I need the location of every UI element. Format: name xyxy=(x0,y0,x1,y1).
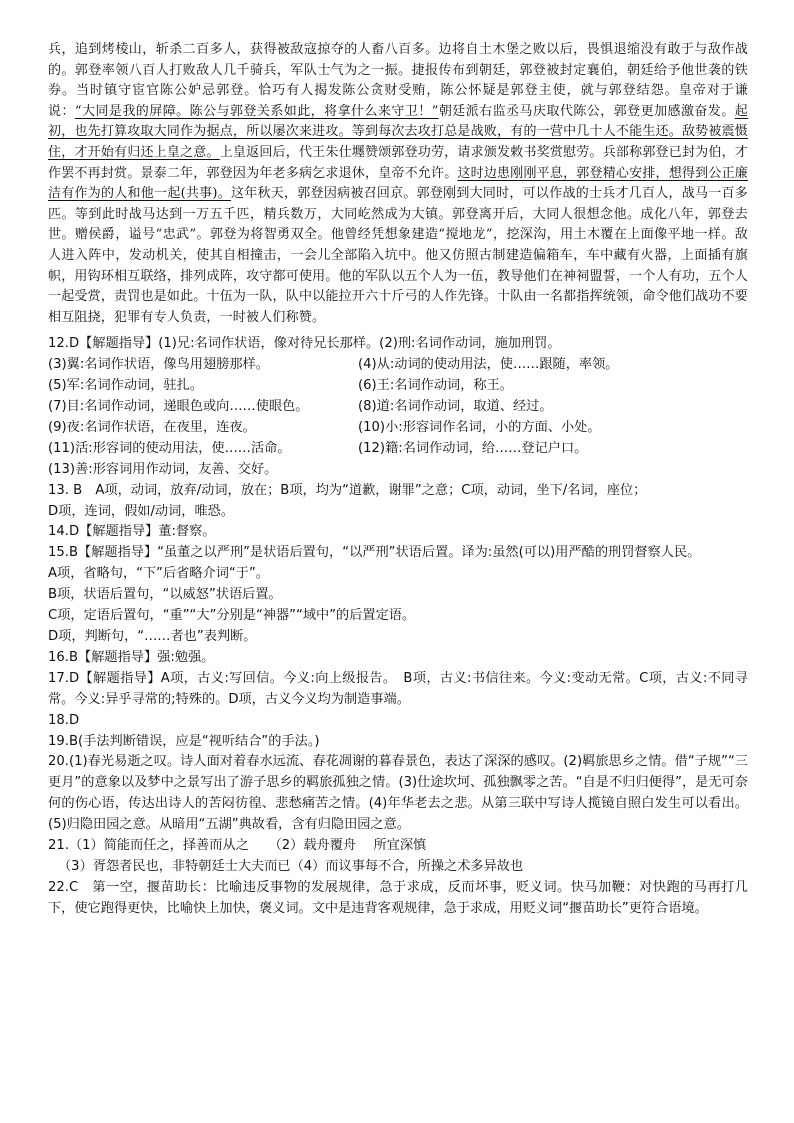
answer-12-item: (3)翼:名词作状语，像鸟用翅膀那样。 xyxy=(48,357,269,373)
answer-12-item: (13)善:形容词用作动词，友善、交好。 xyxy=(48,461,278,477)
translation-passage xyxy=(48,40,748,328)
answer-15-option: C项，定语后置句，“重”“大”分别是“神器”“域中”的后置定语。 xyxy=(48,608,416,624)
passage-paragraph xyxy=(48,40,748,328)
underlined-sentence: 起初，也先打算攻取大同作为据点，所以屡次来进攻。等到每次去攻打总是战败，有的一营中几十人不能生还。敌势被震慑住，才开始有归还上皇之意。 xyxy=(48,103,748,160)
answer-12-item: (9)夜:名词作状语，在夜里，连夜。 xyxy=(48,419,256,435)
answer-13: 13. B A项，动词，放弃/动词，放在；B项，均为“道歉，谢罪”之意；C项，动词，坐下/名词，座位； xyxy=(48,482,647,498)
answer-13-cont: D项，连词，假如/动词，唯恐。 xyxy=(48,503,235,519)
answer-12-item: (8)道:名词作动词，取道、经过。 xyxy=(358,399,553,415)
passage-text: 上皇返回后，代王朱仕壥赞颂郭登功劳，请求颁发敕书奖赏慰劳。兵部称郭登已封为伯，才作罢不再封赏。景泰二年，郭登因为年老多病乞求退休，皇帝不允许。 xyxy=(48,144,748,181)
answer-18: 18.D xyxy=(48,712,80,728)
answer-20: 20.(1)春光易逝之叹。诗人面对着春水远流、春花凋谢的暮春景色，表达了深深的感叹。(2)羁旅思乡之情。借“子规”“三更月”的意象以及梦中之景写出了游子思乡的羁旅孤独之情。(3)仕途坎坷、孤独飘零之苦。“自是不归归便得”，是无可奈何的伤心语，传达出诗人的苦闷彷徨、悲愁痛苦之情。(4)年华老去之悲。从第三联中写诗人揽镜自照白发生可以看出。(5)归隐田园之意。从暗用“五湖”典故看，含有归隐田园之意。 xyxy=(48,754,748,833)
passage-text: 兵，追到烤棱山，斩杀二百多人，获得被敌寇掠夺的人畜八百多。边将自土木堡之败以后，畏惧退缩没有敢于与敌作战的。郭登率领八百人打败敌人几千骑兵，军队士气为之一振。捷报传布到朝廷，郭登被封定襄伯，朝廷给予他世袭的铁券。当时镇守宦官陈公妒忌郭登。恰巧有人揭发陈公贪财受贿，陈公怀疑是郭登主使，就与郭登结怨。皇帝对于谦说： xyxy=(48,42,748,119)
underlined-sentence: 这时边患刚刚平息，郭登精心安排，想得到公正廉洁有作为的人和他一起(共事)。 xyxy=(48,165,748,202)
answer-15-option: A项，省略句，“下”后省略介词“于”。 xyxy=(48,566,269,582)
passage-text: 这年秋天，郭登因病被召回京。郭登刚到大同时，可以作战的士兵才几百人，战马一百多匹。等到此时战马达到一万五千匹，精兵数万，大同屹然成为大镇。郭登离开后，大同人很想念他。成化八年，郭登去世。赠侯爵，谥号“忠武”。郭登为将智勇双全。他曾经凭想象建造“搅地龙”，挖深沟，用土木覆在上面像平地一样。敌人进入阵中，发动机关，使其自相撞击，一会儿全部陷入坑中。他又仿照古制建造偏箱车，车中藏有火器，上面插有旗帜，用钩环相互联络，排列成阵，攻守都可使用。他的军队以五个人为一伍，教导他们在神祠盟誓，一个人有功，五个人一起受赏，责罚也是如此。十伍为一队，队中以能拉开六十斤弓的人作先锋。十队由一名都指挥统领，命令他们战功不要相互阻挠，犯罪有专人负责，一时被人们称赞。 xyxy=(48,186,748,325)
answer-16: 16.B【解题指导】强:勉强。 xyxy=(48,649,215,665)
answer-22: 22.C 第一空，揠苗助长：比喻违反事物的发展规律，急于求成，反而坏事，贬义词。快马加鞭：对快跑的马再打几下，使它跑得更快，比喻快上加快，褒义词。文中是违背客观规律，急于求成，用贬义词“揠苗助长”更符合语境。 xyxy=(48,879,748,916)
answer-19: 19.B(手法判断错误，应是“视听结合”的手法。) xyxy=(48,733,320,749)
answer-15-option: B项，状语后置句，“以威怒”状语后置。 xyxy=(48,587,282,603)
answer-12-item: (6)王:名词作动词，称王。 xyxy=(358,378,513,394)
answer-17: 17.D【解题指导】A项，古义:写回信。今义:向上级报告。 B项，古义:书信往来。今义:变动无常。C项，古义:不同寻常。今义:异乎寻常的;特殊的。D项，古义今义均为制造事端。 xyxy=(48,670,748,707)
answer-12-head: 12.D【解题指导】(1)兄:名词作状语，像对待兄长那样。(2)刑:名词作动词，施加刑罚。 xyxy=(48,336,561,352)
answer-12-grid xyxy=(48,355,748,460)
answer-key xyxy=(48,334,748,919)
answer-12-item: (5)军:名词作动词，驻扎。 xyxy=(48,378,203,394)
answer-12-item: (11)活:形容词的使动用法，使……活命。 xyxy=(48,440,291,456)
answer-14: 14.D【解题指导】董:督察。 xyxy=(48,524,216,540)
answer-12-item: (7)目:名词作动词，递眼色或向……使眼色。 xyxy=(48,399,309,415)
answer-21: 21.（1）简能而任之，择善而从之 （2）载舟覆舟 所宜深慎 xyxy=(48,838,427,854)
answer-12-item: (4)从:动词的使动用法，使……跟随，率领。 xyxy=(358,357,619,373)
underlined-sentence: “大同是我的屏障。陈公与郭登关系如此，将拿什么来守卫！” xyxy=(74,103,439,119)
answer-15: 15.B【解题指导】“虽董之以严刑”是状语后置句，“以严刑”状语后置。译为:虽然(可以)用严酷的刑罚督察人民。 xyxy=(48,545,701,561)
passage-text: 朝廷派右监丞马庆取代陈公，郭登更加感激奋发。 xyxy=(438,103,735,119)
answer-12-item: (10)小:形容词作名词，小的方面、小处。 xyxy=(358,419,601,435)
answer-12-item: (12)籍:名词作动词，给……登记户口。 xyxy=(358,440,588,456)
answer-21-cont: （3）胥怨者民也，非特朝廷士大夫而已（4）而议事每不合，所操之术多异故也 xyxy=(58,858,524,874)
answer-15-option: D项，判断句，“……者也”表判断。 xyxy=(48,629,257,644)
